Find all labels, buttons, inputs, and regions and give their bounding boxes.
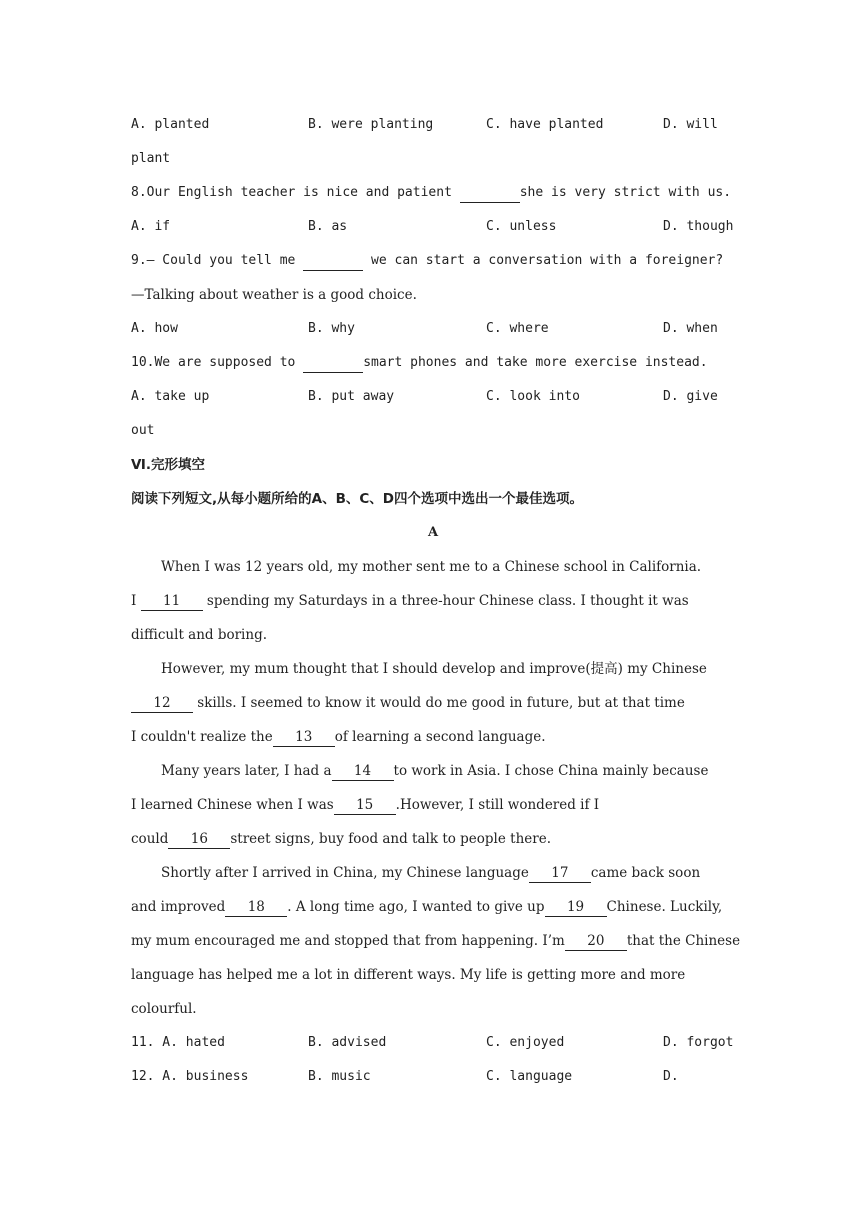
passage-text: I learned Chinese when I was [131, 797, 334, 813]
passage-line [131, 924, 741, 958]
blank-16: 16 [168, 830, 230, 849]
option-b: B. as [308, 219, 348, 234]
passage-label: A [427, 525, 439, 540]
passage-line: colourful. [131, 1001, 197, 1017]
passage-line [131, 720, 735, 754]
question-8 [131, 176, 735, 210]
passage-text: Shortly after I arrived in China, my Chinese language [161, 865, 529, 881]
document-page [131, 108, 741, 1094]
option-d: D. will [663, 117, 718, 132]
passage-line [131, 584, 735, 618]
passage-line: language has helped me a lot in different ways. My life is getting more and more [131, 967, 686, 983]
passage-text: my mum encouraged me and stopped that from happening. I’m [131, 933, 565, 949]
passage-text: I [131, 593, 141, 609]
section-title: Ⅵ.完形填空 [131, 457, 205, 473]
blank-18: 18 [225, 898, 287, 917]
q9-options [131, 312, 735, 346]
question-8-text-after: she is very strict with us. [519, 185, 732, 200]
option-a: A. how [131, 321, 178, 336]
option-a: A. planted [131, 117, 210, 132]
blank-15: 15 [334, 796, 396, 815]
option-d: D. though [663, 219, 734, 234]
question-10-text-before: 10.We are supposed to [131, 355, 304, 370]
option-b: B. music [308, 1069, 371, 1084]
option-d-wrap: out [131, 423, 155, 438]
option-b: B. put away [308, 389, 395, 404]
option-c: C. unless [486, 219, 557, 234]
q7-options [131, 108, 735, 142]
question-9 [131, 244, 735, 278]
option-d-wrap: plant [131, 151, 171, 166]
passage-text: I couldn't realize the [131, 729, 273, 745]
passage-text: . A long time ago, I wanted to give up [287, 899, 545, 915]
option-c: C. have planted [486, 117, 604, 132]
passage-text: street signs, buy food and talk to people there. [230, 831, 552, 847]
passage-line [131, 856, 735, 890]
passage-line: However, my mum thought that I should develop and improve(提高) my Chinese [161, 661, 707, 677]
q8-options [131, 210, 735, 244]
blank-19: 19 [545, 898, 607, 917]
passage-line [131, 788, 735, 822]
blank-12: 12 [131, 694, 193, 713]
option-c: C. look into [486, 389, 580, 404]
option-a: 12. A. business [131, 1069, 249, 1084]
passage-line [131, 686, 735, 720]
question-10-text-after: smart phones and take more exercise instead. [363, 355, 708, 370]
passage-text: and improved [131, 899, 226, 915]
passage-text: that the Chinese [626, 933, 741, 949]
passage-text: Chinese. Luckily, [606, 899, 723, 915]
option-d: D. forgot [663, 1035, 734, 1050]
question-9-reply: —Talking about weather is a good choice. [131, 287, 417, 303]
option-a: A. if [131, 219, 171, 234]
passage-text: of learning a second language. [334, 729, 546, 745]
option-d: D. when [663, 321, 718, 336]
option-a: A. take up [131, 389, 210, 404]
answer-blank [303, 354, 363, 373]
option-c: C. language [486, 1069, 573, 1084]
blank-20: 20 [565, 932, 627, 951]
passage-text: spending my Saturdays in a three-hour Chinese class. I thought it was [202, 593, 689, 609]
q10-options [131, 380, 735, 414]
question-9-text-after: we can start a conversation with a foreigner? [363, 253, 724, 268]
passage-line [131, 890, 735, 924]
passage-text: could [131, 831, 169, 847]
answer-blank [460, 184, 520, 203]
option-d: D. [663, 1069, 679, 1084]
option-b: B. were planting [308, 117, 434, 132]
blank-11: 11 [141, 592, 203, 611]
passage-text: .However, I still wondered if I [395, 797, 600, 813]
passage-text: Many years later, I had a [161, 763, 332, 779]
option-a: 11. A. hated [131, 1035, 225, 1050]
q11-options [131, 1026, 735, 1060]
section-instruction: 阅读下列短文,从每小题所给的A、B、C、D四个选项中选出一个最佳选项。 [131, 491, 583, 507]
blank-14: 14 [332, 762, 394, 781]
option-d: D. give [663, 389, 718, 404]
passage-line: When I was 12 years old, my mother sent me to a Chinese school in California. [161, 559, 702, 575]
question-9-text-before: 9.— Could you tell me [131, 253, 304, 268]
passage-line: difficult and boring. [131, 627, 268, 643]
blank-17: 17 [529, 864, 591, 883]
question-8-text-before: 8.Our English teacher is nice and patient [131, 185, 460, 200]
passage-text: came back soon [590, 865, 701, 881]
q12-options [131, 1060, 735, 1094]
option-b: B. why [308, 321, 355, 336]
option-c: C. enjoyed [486, 1035, 565, 1050]
passage-text: to work in Asia. I chose China mainly because [393, 763, 709, 779]
answer-blank [303, 252, 363, 271]
passage-line [131, 822, 735, 856]
option-b: B. advised [308, 1035, 387, 1050]
option-c: C. where [486, 321, 549, 336]
passage-line [131, 754, 735, 788]
blank-13: 13 [273, 728, 335, 747]
question-10 [131, 346, 735, 380]
passage-text: skills. I seemed to know it would do me good in future, but at that time [193, 695, 685, 711]
